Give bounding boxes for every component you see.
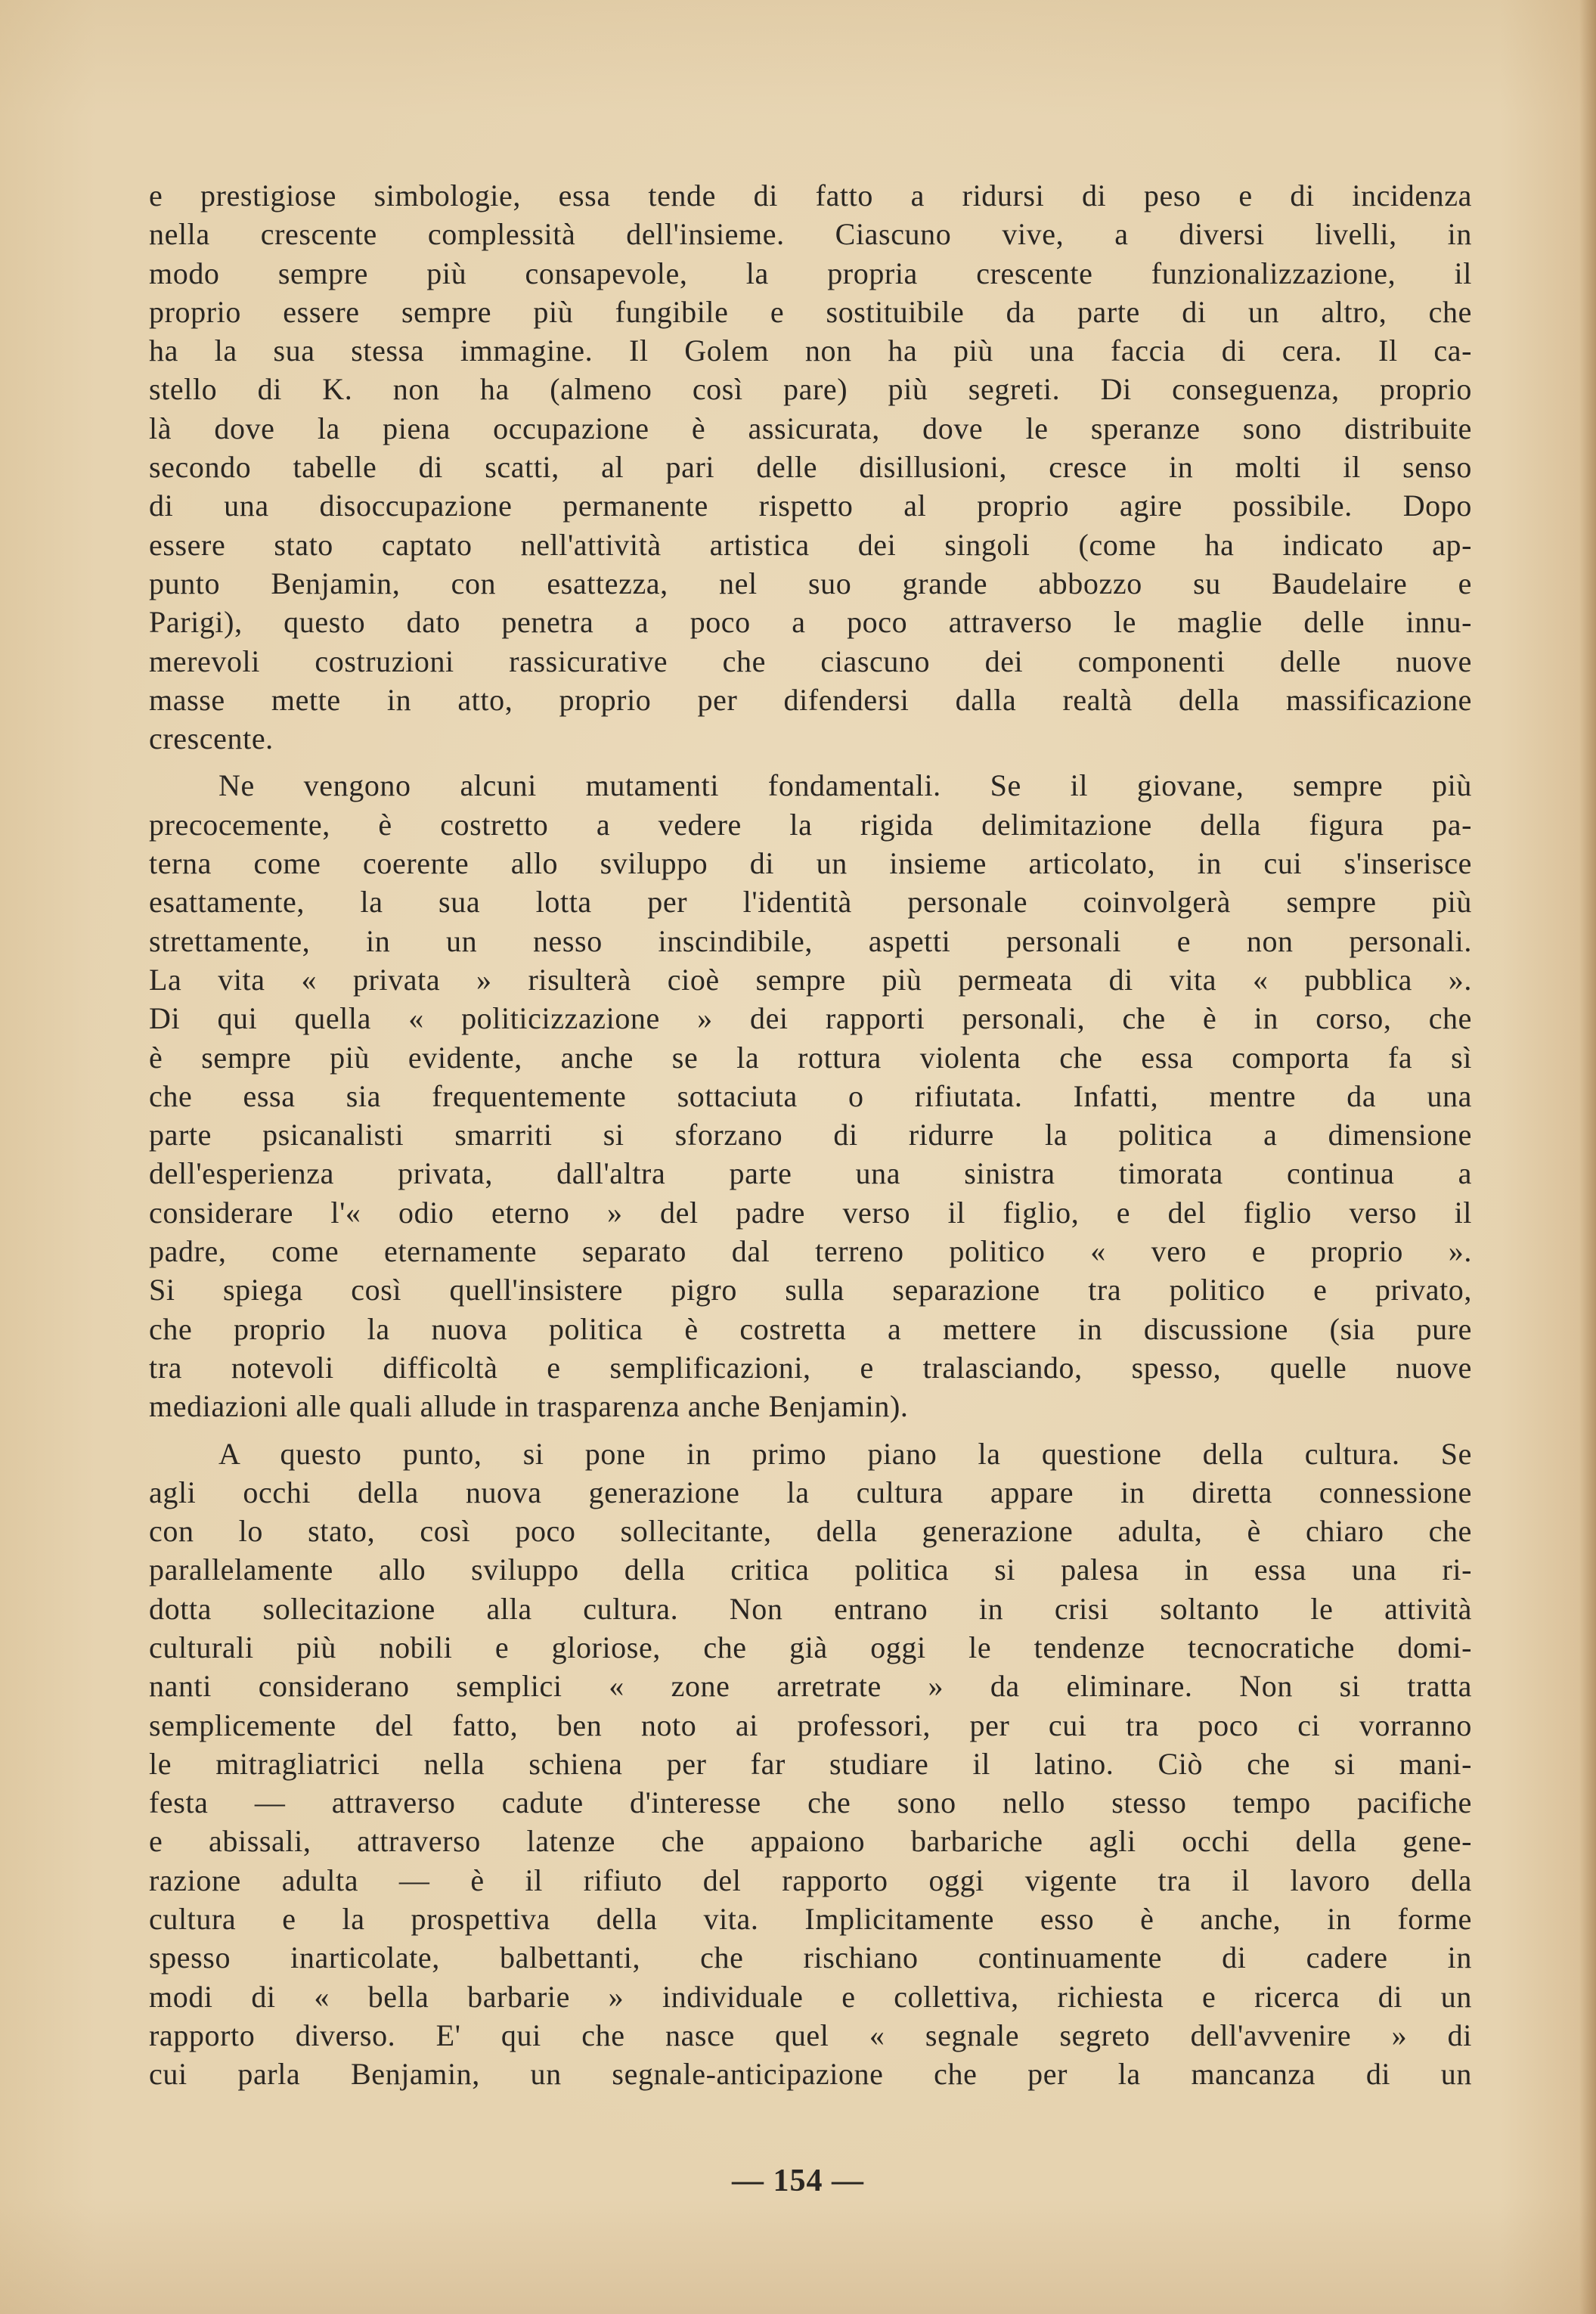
text-line: tra notevoli difficoltà e semplificazioni, e tralasciando, spesso, quelle nuove [149,1350,1472,1385]
text-line: Di qui quella « politicizzazione » dei rapporti personali, che è in corso, che [149,1001,1472,1036]
paragraph [149,1435,1472,2094]
text-line: strettamente, in un nesso inscindibile, aspetti personali e non personali. [149,923,1472,958]
text-line: considerare l'« odio eterno » del padre verso il figlio, e del figlio verso il [149,1195,1472,1230]
text-line: dotta sollecitazione alla cultura. Non entrano in crisi soltanto le attività [149,1591,1472,1626]
text-line: con lo stato, così poco sollecitante, della generazione adulta, è chiaro che [149,1514,1472,1549]
text-line: padre, come eternamente separato dal terreno politico « vero e proprio ». [149,1234,1472,1269]
text-line: cui parla Benjamin, un segnale-anticipazione che per la mancanza di un [149,2057,1472,2092]
text-line: cultura e la prospettiva della vita. Implicitamente esso è anche, in forme [149,1902,1472,1937]
text-line: culturali più nobili e gloriose, che già oggi le tendenze tecnocratiche domi- [149,1630,1472,1664]
text-line: A questo punto, si pone in primo piano la questione della cultura. Se [218,1436,1472,1471]
paragraph [149,766,1472,1425]
text-line: è sempre più evidente, anche se la rottura violenta che essa comporta fa sì [149,1040,1472,1075]
page-number: — 154 — [732,2164,864,2198]
text-line: mediazioni alle quali allude in trasparenza anche Benjamin). [149,1389,909,1424]
text-line: rapporto diverso. E' qui che nasce quel « segnale segreto dell'avvenire » di [149,2018,1472,2052]
text-line: di una disoccupazione permanente rispetto al proprio agire possibile. Dopo [149,489,1472,523]
text-line: dell'esperienza privata, dall'altra parte una sinistra timorata continua a [149,1156,1472,1191]
text-line: terna come coerente allo sviluppo di un insieme articolato, in cui s'inserisce [149,846,1472,881]
text-line: che proprio la nuova politica è costretta a mettere in discussione (sia pure [149,1311,1472,1346]
text-line: modi di « bella barbarie » individuale e collettiva, richiesta e ricerca di un [149,1979,1472,2014]
text-line: esattamente, la sua lotta per l'identità personale coinvolgerà sempre più [149,885,1472,920]
text-line: che essa sia frequentemente sottaciuta o rifiutata. Infatti, mentre da una [149,1078,1472,1113]
text-line: festa — attraverso cadute d'interesse che sono nello stesso tempo pacifiche [149,1785,1472,1820]
text-line: modo sempre più consapevole, la propria crescente funzionalizzazione, il [149,256,1472,290]
body-text [149,176,1472,2094]
text-line: masse mette in atto, proprio per difendersi dalla realtà della massificazione [149,682,1472,717]
text-line: le mitragliatrici nella schiena per far studiare il latino. Ciò che si mani- [149,1746,1472,1781]
text-line: là dove la piena occupazione è assicurata, dove le speranze sono distribuite [149,411,1472,445]
text-line: nella crescente complessità dell'insieme. Ciascuno vive, a diversi livelli, in [149,217,1472,252]
text-line: proprio essere sempre più fungibile e sostituibile da parte di un altro, che [149,294,1472,329]
text-line: Parigi), questo dato penetra a poco a poco attraverso le maglie delle innu- [149,605,1472,640]
text-line: ha la sua stessa immagine. Il Golem non ha più una faccia di cera. Il ca- [149,333,1472,368]
text-line: crescente. [149,721,274,756]
text-line: essere stato captato nell'attività artistica dei singoli (come ha indicato ap- [149,527,1472,562]
page-edge-shadow [1579,0,1596,2314]
paragraph-gap [149,758,1472,766]
text-line: spesso inarticolate, balbettanti, che rischiano continuamente di cadere in [149,1940,1472,1975]
text-line: semplicemente del fatto, ben noto ai professori, per cui tra poco ci vorranno [149,1708,1472,1742]
text-line: secondo tabelle di scatti, al pari delle disillusioni, cresce in molti il senso [149,450,1472,485]
text-line: La vita « privata » risulterà cioè sempre più permeata di vita « pubblica ». [149,962,1472,997]
text-line: parte psicanalisti smarriti si sforzano di ridurre la politica a dimensione [149,1118,1472,1152]
text-line: precocemente, è costretto a vedere la rigida delimitazione della figura pa- [149,807,1472,842]
text-line: agli occhi della nuova generazione la cultura appare in diretta connessione [149,1475,1472,1509]
text-line: punto Benjamin, con esattezza, nel suo grande abbozzo su Baudelaire e [149,566,1472,600]
text-line: merevoli costruzioni rassicurative che ciascuno dei componenti delle nuove [149,644,1472,678]
text-line: razione adulta — è il rifiuto del rapporto oggi vigente tra il lavoro della [149,1863,1472,1897]
text-line: Ne vengono alcuni mutamenti fondamentali. Se il giovane, sempre più [218,768,1472,803]
paragraph-gap [149,1426,1472,1435]
text-line: e abissali, attraverso latenze che appaiono barbariche agli occhi della gene- [149,1824,1472,1859]
text-line: nanti considerano semplici « zone arretrate » da eliminare. Non si tratta [149,1669,1472,1704]
text-line: Si spiega così quell'insistere pigro sulla separazione tra politico e privato, [149,1273,1472,1307]
text-line: parallelamente allo sviluppo della critica politica si palesa in essa una ri- [149,1552,1472,1587]
text-line: e prestigiose simbologie, essa tende di fatto a ridursi di peso e di incidenza [149,178,1472,212]
paragraph [149,176,1472,758]
text-line: stello di K. non ha (almeno così pare) più segreti. Di conseguenza, proprio [149,372,1472,407]
